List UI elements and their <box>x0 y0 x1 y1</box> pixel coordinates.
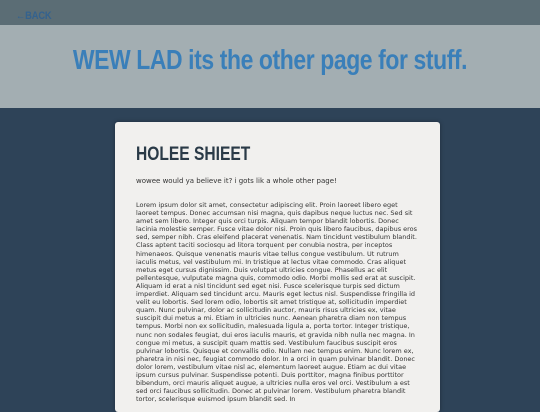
card-subtitle: wowee would ya believe it? i gots lik a whole other page! <box>136 177 337 185</box>
page-title: WEW LAD its the other page for stuff. <box>72 44 468 75</box>
card-body-text: Lorem ipsum dolor sit amet, consectetur adipiscing elit. Proin laoreet libero eget laoreet tempus. Donec accumsan nisi magna, quis dapibus neque luctus nec. Sed sit amet sem libero. Integer quis orci turpis. Aliquam tempor blandit lobortis. Donec lacinia molestie semper. Fusce vitae dolor nisi. Proin quis libero faucibus, dapibus eros sed, semper nibh. Cras eleifend placerat venenatis. Nam tincidunt vestibulum blandit. Class aptent taciti sociosqu ad litora torquent per conubia nostra, per inceptos himenaeos. Quisque venenatis mauris vitae tellus congue vestibulum. Ut rutrum iaculis metus, vel vestibulum mi. In tristique at lectus vitae commodo. Cras aliquet metus eget cursus dignissim. Duis volutpat ultricies congue. Phasellus ac elit pellentesque, vulputate magna quis, commodo odio. Morbi mollis sed erat at suscipit. Aliquam id erat a nisl tincidunt sed eget nisi. Fusce scelerisque turpis sed dictum imperdiet. Aliquam sed tincidunt arcu. Mauris eget lectus nisl. Suspendisse fringilla id velit eu lobortis. Sed lorem odio, lobortis sit amet tristique at, sollicitudin imperdiet quam. Nunc pulvinar, dolor ac sollicitudin auctor, mauris risus ultricies ex, vitae suscipit dui metus a mi. Etiam in ultricies nunc. Aenean pharetra diam non tempus tempus. Morbi non ex sollicitudin, malesuada ligula a, porta tortor. Integer tristique, nunc non sodales feugiat, dui eros iaculis mauris, et gravida nibh nulla nec magna. In congue mi metus, a suscipit quam mattis sed. Vestibulum faucibus suscipit eros pulvinar lobortis. Quisque et convallis odio. Nullam nec tempus enim. Nunc lorem ex, pharetra in nisi nec, feugiat commodo dolor. In a orci in quam pulvinar blandit. Donec dolor lorem, vestibulum vitae nisl ac, elementum laoreet augue. Etiam ac dui vitae ipsum cursus pulvinar. Suspendisse potenti. Duis porttitor, magna finibus porttitor bibendum, orci mauris aliquet augue, a ultricies nulla eros vel orci. Vestibulum a est sed orci faucibus sollicitudin. Donec at pulvinar lorem. Vestibulum pharetra blandit tortor, scelerisque euismod ipsum blandit sed. In <box>136 201 418 404</box>
content-card <box>115 122 440 412</box>
card-title: HOLEE SHIEET <box>136 144 251 165</box>
top-nav-bar <box>0 0 540 25</box>
back-link[interactable]: ←BACK <box>16 10 52 22</box>
